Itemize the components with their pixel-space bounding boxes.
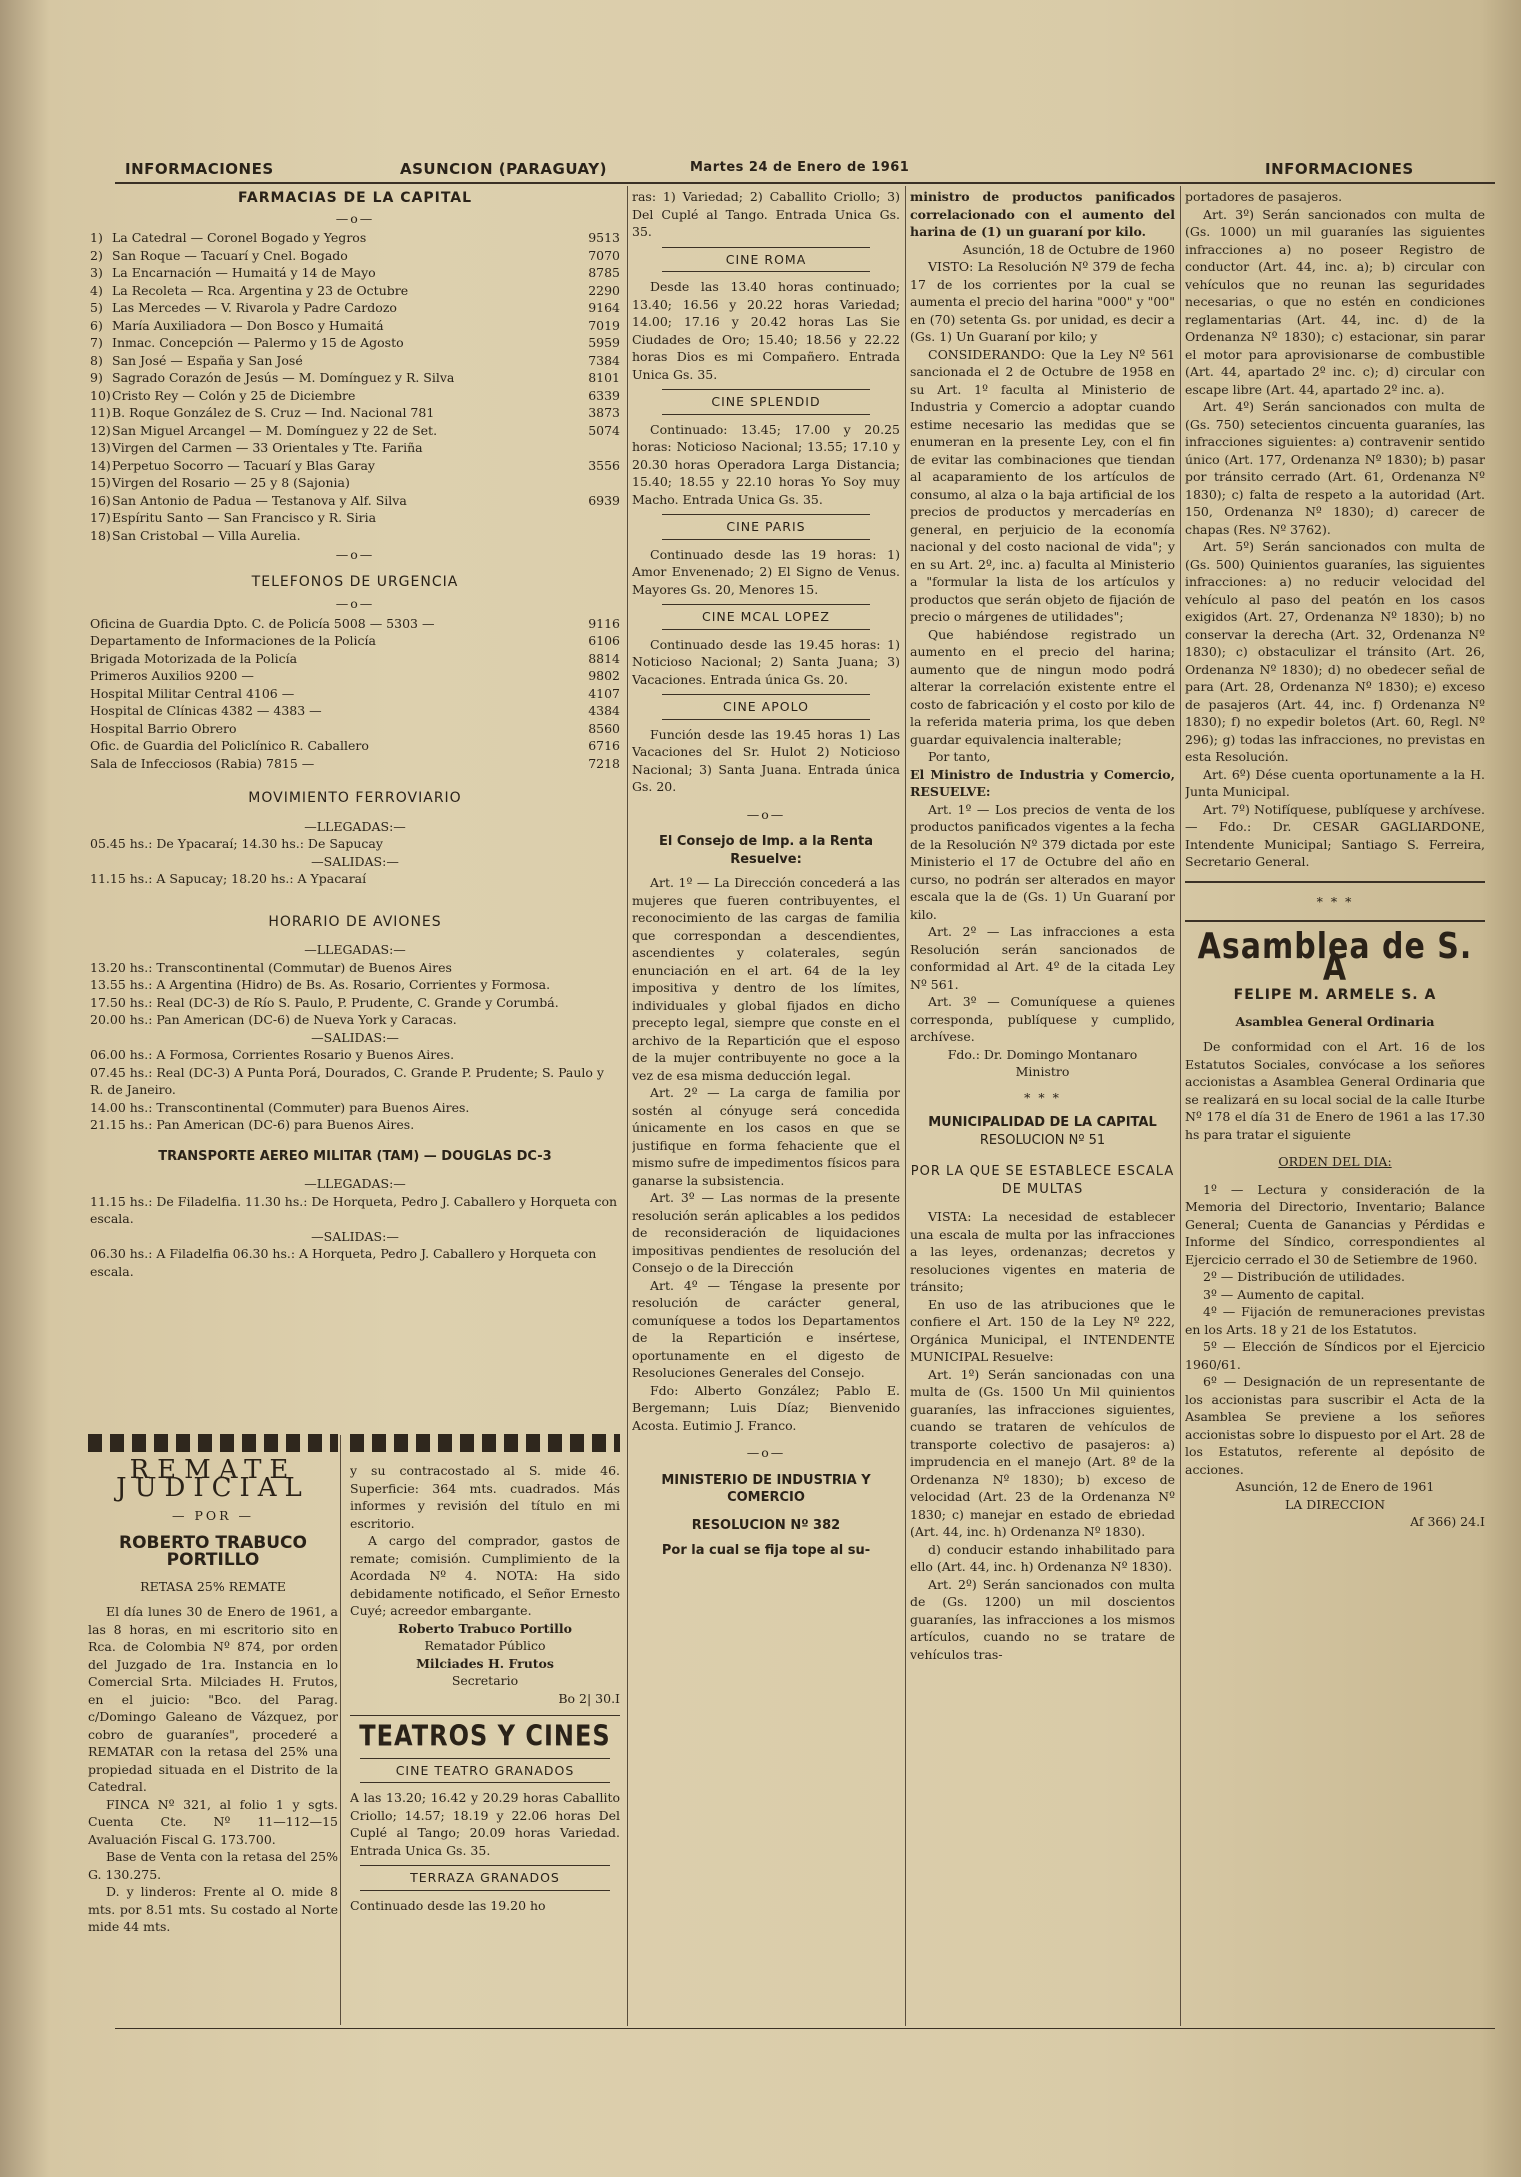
llegadas-label: —LLEGADAS:— xyxy=(304,1176,406,1191)
item-text: Brigada Motorizada de la Policía xyxy=(90,650,298,666)
fer-llegada: 05.45 hs.: De Ypacaraí; 14.30 hs.: De Sapucay xyxy=(90,836,383,851)
item-text: Departamento de Informaciones de la Policía xyxy=(90,633,376,648)
item-text: Hospital Militar Central 4106 — xyxy=(90,685,295,701)
item-phone: 6716 xyxy=(588,738,620,753)
muni-resolucion: RESOLUCION Nº 51 xyxy=(979,1132,1106,1148)
remate-por: — POR — xyxy=(171,1508,255,1523)
orden-3: 3º — Aumento de capital. xyxy=(1203,1286,1365,1302)
tam-salida: 06.30 hs.: A Filadelfia 06.30 hs.: A Horqueta, Pedro J. Caballero y Horqueta con escala. xyxy=(90,1246,597,1279)
item-phone: 9513 xyxy=(588,230,620,245)
column-4 xyxy=(910,188,1175,2028)
item-phone: 3873 xyxy=(588,405,620,420)
item-number: 15) xyxy=(90,475,111,490)
item-phone: 4384 xyxy=(588,703,620,718)
item-text: San Antonio de Padua — Testanova y Alf. Silva xyxy=(112,492,407,508)
separator: —o— xyxy=(335,210,375,226)
item-text: Perpetuo Socorro — Tacuarí y Blas Garay xyxy=(112,457,375,473)
item-text: Ofic. de Guardia del Policlínico R. Caballero xyxy=(90,738,369,753)
item-text: La Recoleta — Rca. Argentina y 23 de Octubre xyxy=(112,282,409,298)
ministerio-resuelve: El Ministro de Industria y Comercio, RESUELVE: xyxy=(910,766,1175,799)
item-text: Sagrado Corazón de Jesús — M. Domínguez y R. Silva xyxy=(112,370,455,385)
schedule-line: 07.45 hs.: Real (DC-3) A Punta Porá, Dourados, C. Grande P. Prudente; S. Paulo y R. de Janeiro. xyxy=(90,1064,604,1097)
item-phone: 5074 xyxy=(588,422,620,438)
muni-art4: Art. 4º) Serán sancionados con multa de (Gs. 750) setecientos cincuenta guaraníes, las infracciones siguientes: a) contravenir sentido único (Art. 177, Ordenanza Nº 1830); b) pasar por tránsito cerrado (Art. 61, Ordenanza Nº 1830); c) falta de respeto a la autoridad (Art. 150, Ordenanza Nº 1830); d) carecer de chapas (Res. Nº 3762). xyxy=(1185,399,1485,537)
schedule-line: 17.50 hs.: Real (DC-3) de Río S. Paulo, P. Prudente, C. Grande y Corumbá. xyxy=(90,994,559,1010)
asamblea-firm: FELIPE M. ARMELE S. A xyxy=(1233,987,1437,1003)
tam-llegada: 11.15 hs.: De Filadelfia. 11.30 hs.: De Horqueta, Pedro J. Caballero y Horqueta con escala. xyxy=(90,1193,618,1226)
list-item xyxy=(90,247,620,265)
schedule-line: 06.00 hs.: A Formosa, Corrientes Rosario y Buenos Aires. xyxy=(90,1047,455,1062)
item-text: Cristo Rey — Colón y 25 de Diciembre xyxy=(112,387,356,403)
column-divider xyxy=(1180,186,1181,2026)
list-item xyxy=(90,702,620,720)
ministerio-subtitle: Por la cual se fija tope al su- xyxy=(661,1543,871,1558)
aviones-title: HORARIO DE AVIONES xyxy=(268,913,442,930)
item-text: San Miguel Arcangel — M. Domínguez y 22 de Set. xyxy=(112,422,438,438)
separator: —o— xyxy=(335,596,375,611)
muni-art7: Art. 7º) Notifíquese, publíquese y archívese. — Fdo.: Dr. CESAR GAGLIARDONE, Intendente Municipal; Santiago S. Ferreira, Secretario General. xyxy=(1185,801,1485,869)
ministerio-resolucion: RESOLUCION Nº 382 xyxy=(691,1517,841,1533)
ministerio-que: Que habiéndose registrado un aumento en el precio del harina; aumento que de ningun modo podrá alterar la correlación existente entre el costo de fabricación y el costo por kilo de la referida materia prima, los que deben guardar equivalencia inalterable; xyxy=(910,626,1175,747)
separator: —o— xyxy=(335,547,375,562)
muni-art5: Art. 5º) Serán sancionados con multa de (Gs. 500) Quinientos guaraníes, las siguientes infracciones: a) no reducir velocidad del vehículo al paso del peatón en los casos exigidos (Art. 27, Ordenanza Nº 1830); b) no conservar la derecha (Art. 32, Ordenanza Nº 1830); c) obstaculizar el tránsito (Art. 26, Ordenanza Nº 1830); d) no obedecer señal de para (Art. 28, Ordenanza Nº 1830); e) exceso de pasajeros (Art. 44, inc. f) Ordenanza Nº 1830); f) no expedir boletos (Art. 60, Regl. Nº 296); g) todas las infracciones, no previstas en esta Resolución. xyxy=(1185,539,1485,764)
apolo-title: CINE APOLO xyxy=(662,694,870,720)
muni-art6: Art. 6º) Dése cuenta oportunamente a la H. Junta Municipal. xyxy=(1185,766,1485,799)
column-divider xyxy=(627,186,628,2026)
item-phone: 7384 xyxy=(588,352,620,368)
asamblea-sub: Asamblea General Ordinaria xyxy=(1235,1013,1435,1029)
asamblea-conv: De conformidad con el Art. 16 de los Estatutos Sociales, convócase a los señores accionistas a Asamblea General Ordinaria que se realizará en su local social de la calle Iturbe Nº 178 el día 31 de Enero de 1961 a las 17.30 hs para tratar el siguiente xyxy=(1185,1039,1485,1142)
fer-salida: 11.15 hs.: A Sapucay; 18.20 hs.: A Ypacaraí xyxy=(90,871,367,886)
item-phone: 7070 xyxy=(588,247,620,263)
remate-sig3: Milciades H. Frutos xyxy=(416,1655,554,1671)
llegadas-label: —LLEGADAS:— xyxy=(304,942,406,957)
muni-art1: Art. 1º) Serán sancionadas con una multa de (Gs. 1500 Un Mil quinientos guaraníes, las infracciones siguientes, cuando se trataren de vehículos de transporte colectivo de pasajeros: a) imprudencia en el manejo (Art. 8º de la Ordenanza Nº 1830); b) exceso de velocidad (Art. 23 de la Ordenanza Nº 1830; c) manejar en estado de ebriedad (Art. 44, inc. h) Ordenanza Nº 1830). xyxy=(910,1366,1175,1539)
remate-dims: D. y linderos: Frente al O. mide 8 mts. por 8.51 mts. Su costado al Norte mide 44 mts. xyxy=(88,1884,338,1934)
item-number: 17) xyxy=(90,510,111,525)
remate-name: ROBERTO TRABUCO PORTILLO xyxy=(119,1532,307,1570)
apolo-text: Función desde las 19.45 horas 1) Las Vacaciones del Sr. Hulot 2) Noticioso Nacional; 3) Santa Juana. Entrada única Gs. 20. xyxy=(632,726,900,794)
item-phone: 9802 xyxy=(588,668,620,683)
item-phone: 5959 xyxy=(588,335,620,350)
llegadas-label: —LLEGADAS:— xyxy=(304,818,406,834)
item-phone: 8101 xyxy=(588,370,620,385)
asamblea-orden: ORDEN DEL DIA: xyxy=(1278,1154,1392,1169)
header-left: INFORMACIONES xyxy=(125,160,274,178)
list-item xyxy=(90,667,620,685)
item-text: María Auxiliadora — Don Bosco y Humaitá xyxy=(112,317,384,333)
list-item xyxy=(90,737,620,755)
ministerio-top: ministro de productos panificados correlacionado con el aumento del harina de (1) un guaraní por kilo. xyxy=(910,189,1175,239)
item-text: La Encarnación — Humaitá y 14 de Mayo xyxy=(112,265,376,280)
aviones-llegadas xyxy=(90,959,620,1029)
list-item xyxy=(90,282,620,300)
lopez-title: CINE MCAL LOPEZ xyxy=(662,604,870,630)
terraza-title: TERRAZA GRANADOS xyxy=(360,1865,610,1891)
item-text: Primeros Auxilios 9200 — xyxy=(90,668,254,683)
asamblea-title: Asamblea de S. A xyxy=(1197,925,1473,989)
muni-visto: VISTA: La necesidad de establecer una escala de multa por las infracciones a las leyes, ordenanzas; decretos y resoluciones vigentes en materia de tránsito; xyxy=(910,1209,1175,1294)
ministerio-title: MINISTERIO DE INDUSTRIA Y COMERCIO xyxy=(661,1472,871,1505)
item-phone: 4107 xyxy=(588,685,620,701)
remate-continuation xyxy=(350,1430,620,2030)
ministerio-considerando: CONSIDERANDO: Que la Ley Nº 561 sancionada el 2 de Octubre de 1958 en su Art. 1º faculta al Ministerio de Industria y Comercio a adoptar cuando estime necesario las medidas que se enumeran en la presente Ley, con el fin de evitar las combinaciones que tiendan al acaparamiento de los artículos de consumo, al alza o la baja artificial de los precios de productos y mercaderías en general, en perjuicio de la economía nacional y del costo nacional de vida"; y en su Art. 2º, inc. a) faculta al Ministerio a "formular la lista de los artículos y productos que serán objeto de fijación de precio o márgenes de utilidades"; xyxy=(910,346,1175,624)
item-text: San José — España y San José xyxy=(112,352,303,368)
paris-title: CINE PARIS xyxy=(662,514,870,540)
cine-top: ras: 1) Variedad; 2) Caballito Criollo; 3) Del Cuplé al Tango. Entrada Unica Gs. 35. xyxy=(632,189,900,239)
terraza-text: Continuado desde las 19.20 ho xyxy=(350,1897,546,1913)
list-item xyxy=(90,229,620,247)
column-1 xyxy=(90,190,620,1430)
item-number: 1) xyxy=(90,230,103,245)
remate-text: El día lunes 30 de Enero de 1961, a las 8 horas, en mi escritorio sito en Rca. de Colombia Nº 874, por orden del Juzgado de 1ra. Instancia en lo Comercial Srta. Milciades H. Frutos, en el juicio: "Bco. del Parag. c/Domingo Galeano de Vázquez, por cobro de guaraníes", procederé a REMATAR con la retasa del 25% una propiedad situada en el Distrito de la Catedral. xyxy=(88,1604,338,1794)
item-number: 13) xyxy=(90,440,111,455)
ministerio-portanto: Por tanto, xyxy=(928,749,991,764)
item-number: 9) xyxy=(90,370,103,385)
item-number: 18) xyxy=(90,527,111,543)
item-number: 12) xyxy=(90,422,111,438)
muni-title: MUNICIPALIDAD DE LA CAPITAL xyxy=(928,1115,1157,1130)
ornament-border xyxy=(88,1434,338,1452)
item-phone: 8560 xyxy=(588,720,620,736)
granados-text: A las 13.20; 16.42 y 20.29 horas Caballito Criollo; 14.57; 18.19 y 22.06 horas Del Cuplé al Tango; 20.09 horas Variedad. Entrada Unica Gs. 35. xyxy=(350,1790,620,1858)
list-item xyxy=(90,615,620,633)
header-date: Martes 24 de Enero de 1961 xyxy=(690,160,910,175)
item-number: 2) xyxy=(90,247,103,263)
asamblea-ref: Af 366) 24.I xyxy=(1410,1514,1485,1529)
ministerio-firma: Fdo.: Dr. Domingo Montanaro xyxy=(947,1046,1138,1062)
column-5 xyxy=(1185,188,1485,2028)
list-item xyxy=(90,317,620,335)
muni-uso: En uso de las atribuciones que le confiere el Art. 150 de la Ley Nº 222, Orgánica Municipal, el INTENDENTE MUNICIPAL Resuelve: xyxy=(910,1296,1175,1364)
ornament-border xyxy=(350,1434,620,1452)
list-item xyxy=(90,474,620,492)
item-text: Sala de Infecciosos (Rabia) 7815 — xyxy=(90,755,315,771)
list-item xyxy=(90,509,620,527)
separator: —o— xyxy=(746,1445,786,1460)
item-text: San Roque — Tacuarí y Cnel. Bogado xyxy=(112,247,348,263)
asamblea-fecha: Asunción, 12 de Enero de 1961 xyxy=(1235,1479,1435,1494)
list-item xyxy=(90,422,620,440)
ministerio-art1: Art. 1º — Los precios de venta de los productos panificados vigentes a la fecha de la Resolución Nº 379 dictada por este Ministerio el 17 de Octubre del año en curso, no podrán ser alterados en mayor escala que la de (Gs. 1) Un Guaraní por kilo. xyxy=(910,801,1175,922)
list-item xyxy=(90,387,620,405)
item-number: 4) xyxy=(90,282,103,298)
ministerio-visto: VISTO: La Resolución Nº 379 de fecha 17 de los corrientes por la cual se aumenta el precio del harina "000" y "00" en (70) setenta Gs. por unidad, es decir a (Gs. 1) Un Guaraní por kilo; y xyxy=(910,259,1175,344)
teatros-title: TEATROS Y CINES xyxy=(359,1719,611,1753)
salidas-label: —SALIDAS:— xyxy=(311,853,399,869)
rule xyxy=(350,1715,620,1716)
rule xyxy=(1185,881,1485,883)
item-phone xyxy=(572,474,620,492)
remate-sig1: Roberto Trabuco Portillo xyxy=(397,1620,573,1636)
tam-title: TRANSPORTE AEREO MILITAR (TAM) — DOUGLAS DC-3 xyxy=(158,1148,552,1164)
list-item xyxy=(90,650,620,668)
list-item xyxy=(90,264,620,282)
item-text: Hospital de Clínicas 4382 — 4383 — xyxy=(90,703,322,718)
remate-ref: Bo 2| 30.I xyxy=(558,1690,620,1706)
item-text: Las Mercedes — V. Rivarola y Padre Cardozo xyxy=(112,300,397,315)
schedule-line: 13.55 hs.: A Argentina (Hidro) de Bs. As. Rosario, Corrientes y Formosa. xyxy=(90,977,551,992)
muni-art3: Art. 3º) Serán sancionados con multa de (Gs. 1000) un mil guaraníes las siguientes infracciones a) no poseer Registro de conductor (Art. 44, inc. a); b) circular con vehículos que no reunan las seguridades necesarias, o que no estén en condiciones reglamentarias (Art. 44, inc. d) de la Ordenanza Nº 1830); c) estacionar, sin parar el motor para aprovisionarse de combustible (Art. 44, apartado 2º inc. c); d) circular con escape libre (Art. 44, apartado 2º inc. a). xyxy=(1185,206,1485,397)
list-item xyxy=(90,720,620,738)
item-number: 6) xyxy=(90,317,103,333)
splendid-title: CINE SPLENDID xyxy=(662,389,870,415)
item-number: 8) xyxy=(90,352,103,368)
separator: —o— xyxy=(746,806,786,822)
header-city: ASUNCION (PARAGUAY) xyxy=(400,160,607,178)
item-number: 16) xyxy=(90,492,111,508)
remate-cont: y su contracostado al S. mide 46. Superficie: 364 mts. cuadrados. Más informes y revisión del título en mi escritorio. xyxy=(350,1463,620,1531)
item-phone: 6939 xyxy=(588,492,620,508)
granados-title: CINE TEATRO GRANADOS xyxy=(360,1758,610,1784)
stars: * * * xyxy=(1316,893,1354,909)
item-phone: 6339 xyxy=(588,387,620,403)
muni-art2: Art. 2º) Serán sancionados con multa de (Gs. 1200) un mil doscientos guaraníes, las infracciones a los mismos artículos, cuando no se tratare de vehículos tras- xyxy=(910,1576,1175,1662)
remate-sig2: Rematador Público xyxy=(424,1638,546,1653)
list-item xyxy=(90,352,620,370)
ministerio-art2: Art. 2º — Las infracciones a esta Resolución serán sancionados de conformidad al Art. 4º de la citada Ley Nº 561. xyxy=(910,924,1175,992)
list-item xyxy=(90,685,620,703)
remate-venta: Base de Venta con la retasa del 25% G. 130.275. xyxy=(88,1849,338,1882)
orden-4: 4º — Fijación de remuneraciones previstas en los Arts. 18 y 21 de los Estatutos. xyxy=(1185,1304,1485,1337)
item-number: 14) xyxy=(90,457,111,473)
item-phone xyxy=(572,439,620,457)
item-text: Hospital Barrio Obrero xyxy=(90,720,237,736)
remate-cargo: A cargo del comprador, gastos de remate; comisión. Cumplimiento de la Acordada Nº 4. NOTA: Ha sido debidamente notificado, el Señor Ernesto Cuyé; acreedor embargante. xyxy=(350,1533,620,1618)
renta-title: El Consejo de Imp. a la Renta Resuelve: xyxy=(659,834,873,867)
farmacias-title: FARMACIAS DE LA CAPITAL xyxy=(237,190,473,206)
item-number: 3) xyxy=(90,265,103,280)
item-phone xyxy=(572,509,620,527)
column-divider xyxy=(905,186,906,2026)
urgencia-list xyxy=(90,615,620,773)
remate-finca: FINCA Nº 321, al folio 1 y sgts. Cuenta Cte. Nº 11—112—15 Avaluación Fiscal G. 173.700. xyxy=(88,1796,338,1847)
muni-top: portadores de pasajeros. xyxy=(1185,189,1343,204)
remate-title: REMATE JUDICIAL xyxy=(116,1455,310,1503)
item-phone: 9116 xyxy=(588,615,620,631)
list-item xyxy=(90,404,620,422)
item-phone: 7218 xyxy=(588,755,620,771)
ferroviario-title: MOVIMIENTO FERROVIARIO xyxy=(248,790,462,806)
item-text: Virgen del Rosario — 25 y 8 (Sajonia) xyxy=(112,475,350,490)
schedule-line: 14.00 hs.: Transcontinental (Commuter) para Buenos Aires. xyxy=(90,1099,470,1115)
item-number: 7) xyxy=(90,335,103,350)
header-right: INFORMACIONES xyxy=(1265,160,1414,178)
renta-art3: Art. 3º — Las normas de la presente resolución serán aplicables a los pedidos de reconsideración de liquidaciones impositivas pendientes de resolución del Consejo o de la Dirección xyxy=(632,1190,900,1275)
item-phone: 8785 xyxy=(588,265,620,280)
renta-signatures: Fdo: Alberto González; Pablo E. Bergemann; Luis Díaz; Bienvenido Acosta. Eutimio J. Franco. xyxy=(632,1382,900,1433)
list-item xyxy=(90,299,620,317)
item-phone: 7019 xyxy=(588,317,620,333)
column-divider xyxy=(340,1435,341,2025)
item-number: 10) xyxy=(90,387,111,403)
item-text: Espíritu Santo — San Francisco y R. Siria xyxy=(112,510,377,525)
orden-2: 2º — Distribución de utilidades. xyxy=(1203,1269,1405,1284)
orden-1: 1º — Lectura y consideración de la Memoria del Directorio, Inventario; Balance General; Cuenta de Ganancias y Pérdidas e Informe del Síndico, correspondientes al Ejercicio cerrado el 30 de Setiembre de 1960. xyxy=(1185,1181,1485,1267)
footer-rule xyxy=(115,2028,1495,2029)
list-item xyxy=(90,492,620,510)
item-text: Inmac. Concepción — Palermo y 15 de Agosto xyxy=(112,335,404,350)
list-item xyxy=(90,527,620,545)
remate-base: RETASA 25% REMATE xyxy=(140,1578,286,1594)
salidas-label: —SALIDAS:— xyxy=(311,1029,399,1045)
item-phone: 2290 xyxy=(588,282,620,298)
schedule-line: 13.20 hs.: Transcontinental (Commutar) de Buenos Aires xyxy=(90,959,452,975)
lopez-text: Continuado desde las 19.45 horas: 1) Noticioso Nacional; 2) Santa Juana; 3) Vacaciones. Entrada única Gs. 20. xyxy=(632,636,900,687)
item-phone: 6106 xyxy=(588,633,620,648)
rule xyxy=(1185,920,1485,922)
roma-text: Desde las 13.40 horas continuado; 13.40; 16.56 y 20.22 horas Variedad; 14.00; 17.16 y 20.42 horas Las Sie Ciudades de Oro; 15.40; 18.56 y 22.22 horas Dios es mi Compañero. Entrada Unica Gs. 35. xyxy=(632,279,900,382)
item-phone: 8814 xyxy=(588,650,620,666)
list-item xyxy=(90,755,620,773)
list-item xyxy=(90,369,620,387)
item-text: San Cristobal — Villa Aurelia. xyxy=(112,527,301,543)
orden-6: 6º — Designación de un representante de los accionistas para suscribir el Acta de la Asamblea Se previene a los señores accionistas sobre lo dispuesto por el Art. 28 de los Estatutos, referente al depósito de acciones. xyxy=(1185,1374,1485,1477)
roma-title: CINE ROMA xyxy=(662,247,870,273)
item-number: 11) xyxy=(90,405,111,420)
urgencia-title: TELEFONOS DE URGENCIA xyxy=(251,573,459,590)
list-item xyxy=(90,632,620,650)
remate-judicial xyxy=(88,1430,338,2030)
list-item xyxy=(90,457,620,475)
header-rule xyxy=(115,182,1495,184)
item-text: Virgen del Carmen — 33 Orientales y Tte. Fariña xyxy=(112,440,423,455)
item-text: La Catedral — Coronel Bogado y Yegros xyxy=(112,230,367,245)
item-text: B. Roque González de S. Cruz — Ind. Nacional 781 xyxy=(112,405,435,420)
splendid-text: Continuado: 13.45; 17.00 y 20.25 horas: Noticioso Nacional; 13.55; 17.10 y 20.30 horas Operadora Larga Distancia; 15.40; 18.55 y 22.10 horas Yo Soy muy Macho. Entrada Unica Gs. 35. xyxy=(632,421,900,507)
farmacias-list xyxy=(90,229,620,544)
item-text: Oficina de Guardia Dpto. C. de Policía 5008 — 5303 — xyxy=(90,615,435,631)
column-3 xyxy=(632,188,900,2028)
item-phone: 9164 xyxy=(588,300,620,315)
separator: * * * xyxy=(1024,1089,1061,1105)
renta-art1: Art. 1º — La Dirección concederá a las mujeres que fueren contribuyentes, el reconocimiento de las cargas de familia que correspondan a descendientes, ascendientes y colaterales, según enunciación en el art. 64 de la ley impositiva y dentro de los límites, individuales y global fijados en dicho precepto legal, siempre que conste en el archivo de la Repartición que el esposo de la mujer contribuyente no goce a la vez de esa misma deducción legal. xyxy=(632,875,900,1083)
list-item xyxy=(90,334,620,352)
asamblea-dir: LA DIRECCION xyxy=(1284,1496,1386,1512)
muni-subtitle: POR LA QUE SE ESTABLECE ESCALA DE MULTAS xyxy=(910,1164,1175,1197)
list-item xyxy=(90,439,620,457)
ministerio-date: Asunción, 18 de Octubre de 1960 xyxy=(962,241,1175,257)
paris-text: Continuado desde las 19 horas: 1) Amor Envenenado; 2) El Signo de Venus. Mayores Gs. 20, Menores 15. xyxy=(632,546,900,597)
muni-d: d) conducir estando inhabilitado para ello (Art. 44, inc. h) Ordenanza Nº 1830). xyxy=(910,1541,1175,1574)
renta-art4: Art. 4º — Téngase la presente por resolución de carácter general, comuníquese a todos los Departamentos de la Repartición e insértese, oportunamente en el digesto de Resoluciones Generales del Consejo. xyxy=(632,1277,900,1380)
aviones-salidas xyxy=(90,1046,620,1134)
schedule-line: 20.00 hs.: Pan American (DC-6) de Nueva York y Caracas. xyxy=(90,1012,457,1027)
item-phone xyxy=(572,527,620,545)
orden-5: 5º — Elección de Síndicos por el Ejercicio 1960/61. xyxy=(1185,1339,1485,1372)
ministerio-art3: Art. 3º — Comuníquese a quienes corresponda, publíquese y cumplido, archívese. xyxy=(910,994,1175,1044)
ministerio-cargo: Ministro xyxy=(1015,1064,1070,1079)
item-number: 5) xyxy=(90,300,103,315)
remate-sig4: Secretario xyxy=(451,1673,519,1688)
schedule-line: 21.15 hs.: Pan American (DC-6) para Buenos Aires. xyxy=(90,1117,415,1132)
salidas-label: —SALIDAS:— xyxy=(311,1228,399,1244)
item-phone: 3556 xyxy=(588,457,620,473)
renta-art2: Art. 2º — La carga de familia por sostén al cónyuge será concedida únicamente en los casos en que se justifique en forma fehaciente que el mismo sufre de impedimentos físicos para ganarse la subsistencia. xyxy=(632,1085,900,1188)
